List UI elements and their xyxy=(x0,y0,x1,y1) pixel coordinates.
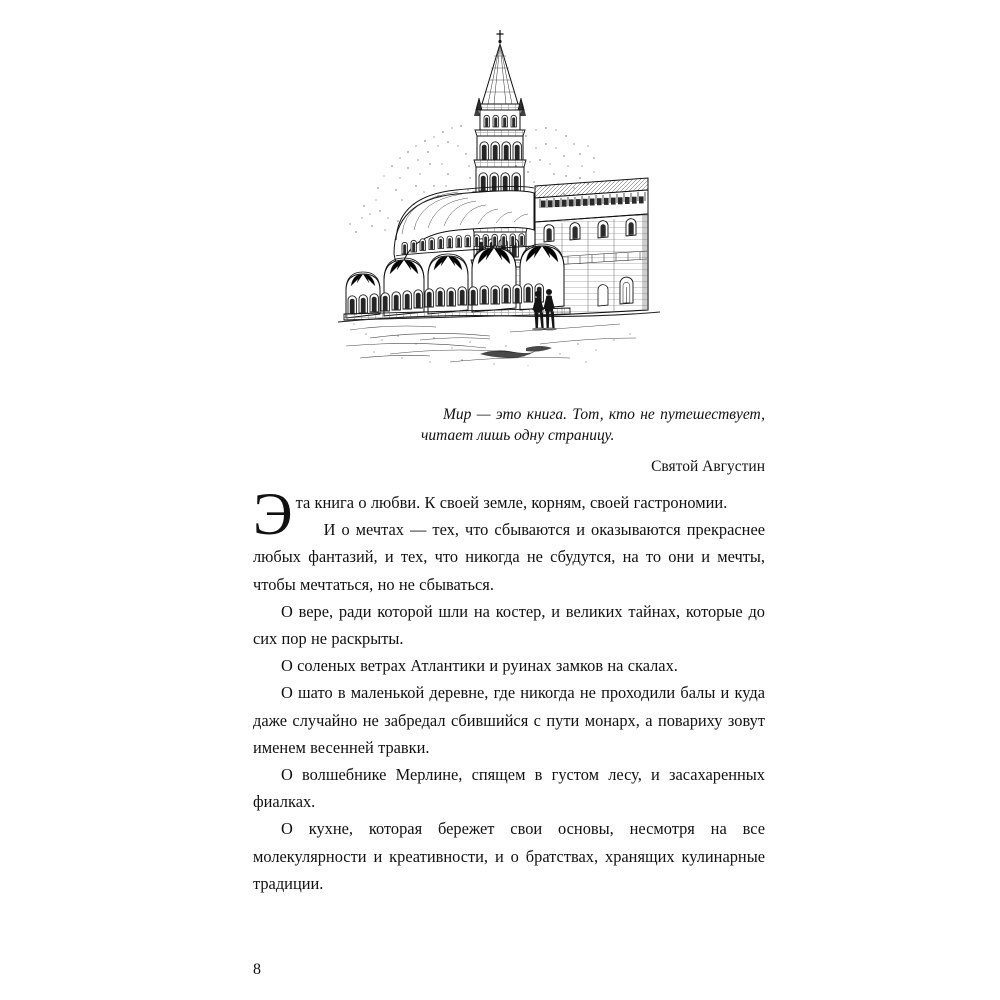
drop-cap: Э xyxy=(253,481,293,547)
paragraph-3: О вере, ради которой шли на костер, и великих тайнах, которые до сих пор не раскрыты. xyxy=(253,601,765,649)
paragraph-2: И о мечтах — тех, что сбываются и оказываются прекраснее любых фантазий, и тех, что никогда не сбудутся, на то они и мечты, чтобы мечтаться, но не сбываться. xyxy=(253,520,765,594)
paragraph-1 xyxy=(253,481,765,547)
paragraph-7: О кухне, которая бережет свои основы, несмотря на все молекулярности и креативности, и о братствах, хранящих кулинарные традиции. xyxy=(253,819,765,893)
page-number: 8 xyxy=(253,961,261,978)
foreground-ground xyxy=(338,312,660,366)
epigraph-quote: Мир — это книга. Тот, кто не путешествует, читает лишь одну страницу. xyxy=(421,406,765,444)
basilica-illustration xyxy=(330,18,680,366)
body-text xyxy=(253,481,765,897)
epigraph xyxy=(421,404,765,477)
paragraph-1-text: та книга о любви. К своей земле, корням, своей гастрономии. xyxy=(295,493,728,512)
basilica-illustration-svg xyxy=(330,18,680,366)
epigraph-source: Святой Августин xyxy=(651,458,765,475)
paragraph-6: О волшебнике Мерлине, спящем в густом лесу, и засахаренных фиалках. xyxy=(253,765,765,812)
paragraph-5: О шато в маленькой деревне, где никогда не проходили балы и куда даже случайно не забредал сбившийся с пути монарх, а повариху зовут именем весенней травки. xyxy=(253,683,765,757)
paragraph-4: О соленых ветрах Атлантики и руинах замков на скалах. xyxy=(281,656,678,676)
